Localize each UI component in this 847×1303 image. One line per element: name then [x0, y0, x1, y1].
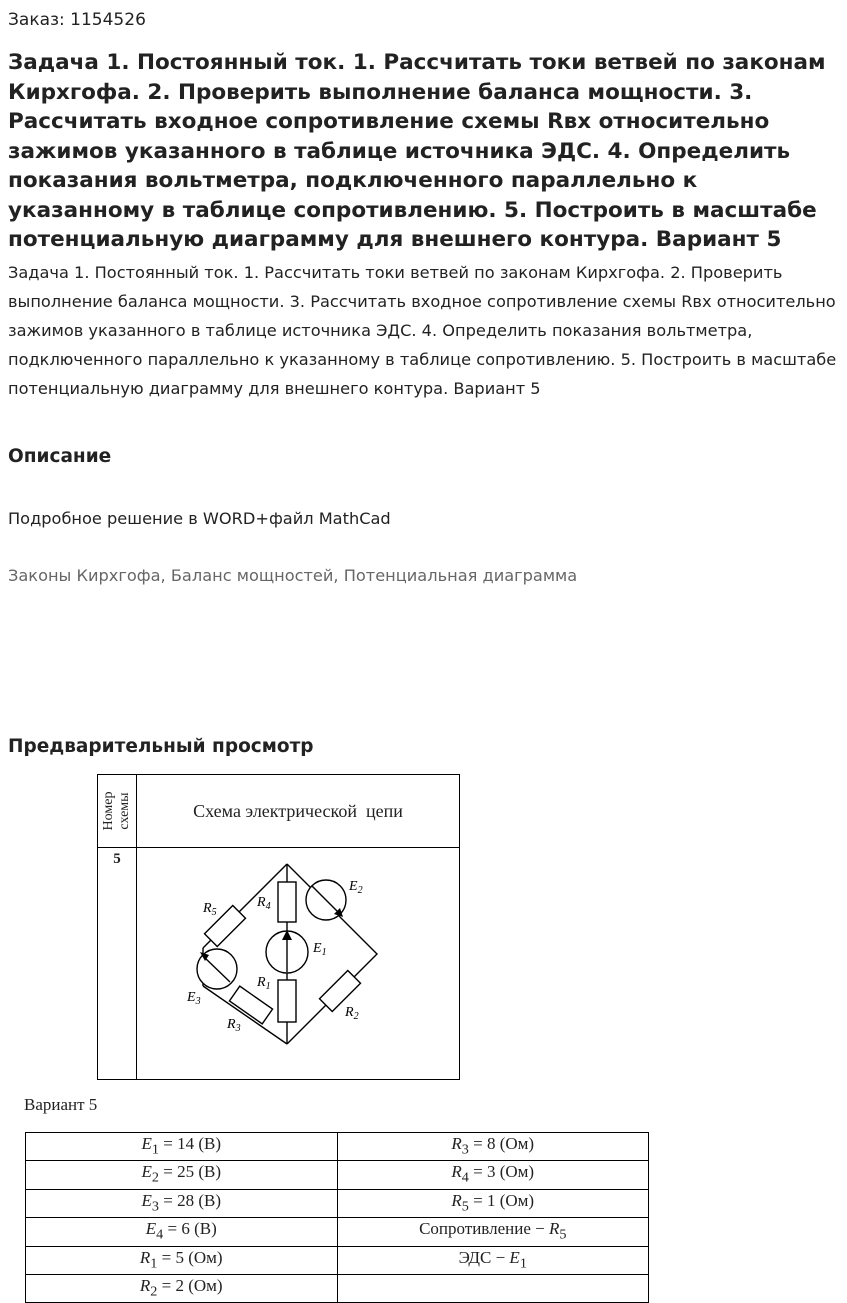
- description-heading: Описание: [8, 446, 112, 467]
- header-line: Номер: [101, 791, 116, 831]
- cell-subscript: 4: [461, 1169, 469, 1186]
- table-row: [26, 1133, 649, 1161]
- cell-symbol: R: [139, 1247, 151, 1267]
- cell-subscript: 5: [559, 1226, 567, 1243]
- cell-value: = 28 (В): [158, 1190, 221, 1210]
- resistor-r2: [319, 970, 360, 1011]
- label-e1: $E_1$: [313, 941, 327, 958]
- cell-subscript: 3: [151, 1198, 159, 1215]
- variant-label: Вариант 5: [24, 1095, 98, 1114]
- cell-symbol: E: [509, 1247, 520, 1267]
- table-cell: [337, 1133, 649, 1161]
- header-line: схемы: [117, 792, 132, 830]
- resistor-r4: [278, 882, 296, 922]
- preview-heading: Предварительный просмотр: [8, 736, 314, 757]
- table-cell: [26, 1246, 338, 1274]
- scheme-title-header: Схема электрической цепи: [193, 800, 403, 821]
- scheme-number: 5: [113, 851, 121, 867]
- cell-symbol: E: [141, 1134, 152, 1153]
- cell-symbol: R: [451, 1162, 462, 1182]
- tag-list: [8, 566, 577, 585]
- cell-subscript: 1: [150, 1254, 158, 1271]
- label-r4: $R_4$: [257, 895, 271, 912]
- parameters-table: [25, 1132, 649, 1303]
- description-text: Подробное решение в WORD+файл MathCad: [8, 509, 391, 528]
- tag-link[interactable]: Баланс мощностей: [170, 566, 334, 585]
- table-cell: [337, 1274, 649, 1302]
- cell-symbol: E: [141, 1190, 152, 1210]
- table-cell: [337, 1161, 649, 1189]
- table-cell: [26, 1161, 338, 1189]
- label-e2: $E_2$: [349, 879, 363, 896]
- cell-symbol: E: [141, 1162, 152, 1182]
- preview-image: [97, 774, 460, 1080]
- tag-link[interactable]: Потенциальная диаграмма: [343, 566, 578, 585]
- circuit-diagram: [137, 848, 457, 1078]
- cell-subscript: 2: [150, 1283, 158, 1300]
- cell-value: = 2 (Ом): [157, 1275, 223, 1295]
- table-cell: [337, 1189, 649, 1217]
- table-cell: [26, 1133, 338, 1161]
- table-row: [26, 1189, 649, 1217]
- label-r5: $R_5$: [203, 901, 217, 918]
- scheme-number-header: [97, 775, 137, 847]
- cell-value: = 6 (В): [163, 1219, 217, 1239]
- label-r1: $R_1$: [257, 975, 271, 992]
- page-title: Задача 1. Постоянный ток. 1. Рассчитать токи ветвей по законам Кирхгофа. 2. Проверить выполнение баланса мощности. 3. Рассчитать входное сопротивление схемы Rвх относительно зажимов указанного в таблице источника ЭДС. 4. Определить показания вольтметра, подключенного параллельно к указанному в таблице сопротивлению. 5. Построить в масштабе потенциальную диаграмму для внешнего контура. Вариант 5: [8, 50, 826, 252]
- table-cell: [26, 1218, 338, 1246]
- tag-link[interactable]: Законы Кирхгофа: [8, 566, 161, 585]
- cell-subscript: 5: [461, 1198, 469, 1215]
- table-cell: [337, 1246, 649, 1274]
- cell-symbol: R: [548, 1219, 560, 1239]
- cell-value: = 8 (Ом): [468, 1134, 535, 1153]
- cell-symbol: R: [451, 1134, 462, 1153]
- cell-subscript: 1: [519, 1254, 527, 1271]
- cell-symbol: R: [451, 1190, 462, 1210]
- table-row: [26, 1161, 649, 1189]
- task-description: Задача 1. Постоянный ток. 1. Рассчитать токи ветвей по законам Кирхгофа. 2. Проверить выполнение баланса мощности. 3. Рассчитать входное сопротивление схемы Rвх относительно зажимов указанного в таблице источника ЭДС. 4. Определить показания вольтметра, подключенного параллельно к указанному в таблице сопротивлению. 5. Построить в масштабе потенциальную диаграмму для внешнего контура. Вариант 5: [8, 263, 837, 398]
- table-row: [26, 1218, 649, 1246]
- table-row: [26, 1246, 649, 1274]
- cell-prefix: ЭДС −: [458, 1247, 510, 1267]
- cell-prefix: Сопротивление −: [419, 1219, 549, 1239]
- table-cell: [26, 1274, 338, 1302]
- cell-value: = 3 (Ом): [468, 1162, 535, 1182]
- cell-subscript: 4: [156, 1226, 164, 1243]
- cell-value: = 25 (В): [158, 1162, 221, 1182]
- label-e3: $E_3$: [187, 990, 201, 1007]
- tag-separator: ,: [160, 566, 171, 585]
- cell-symbol: E: [145, 1219, 157, 1239]
- table-row: [26, 1274, 649, 1302]
- cell-value: = 14 (В): [158, 1134, 221, 1153]
- cell-value: = 5 (Ом): [157, 1247, 223, 1267]
- cell-symbol: R: [139, 1275, 151, 1295]
- order-number: Заказ: 1154526: [8, 10, 146, 30]
- table-cell: [337, 1218, 649, 1246]
- label-r2: $R_2$: [345, 1005, 359, 1022]
- cell-subscript: 2: [151, 1169, 159, 1186]
- cell-subscript: 1: [151, 1141, 159, 1158]
- resistor-r1: [278, 980, 296, 1022]
- table-cell: [26, 1189, 338, 1217]
- cell-subscript: 3: [461, 1141, 469, 1158]
- tag-separator: ,: [333, 566, 344, 585]
- cell-value: = 1 (Ом): [468, 1190, 535, 1210]
- label-r3: $R_3$: [227, 1017, 241, 1034]
